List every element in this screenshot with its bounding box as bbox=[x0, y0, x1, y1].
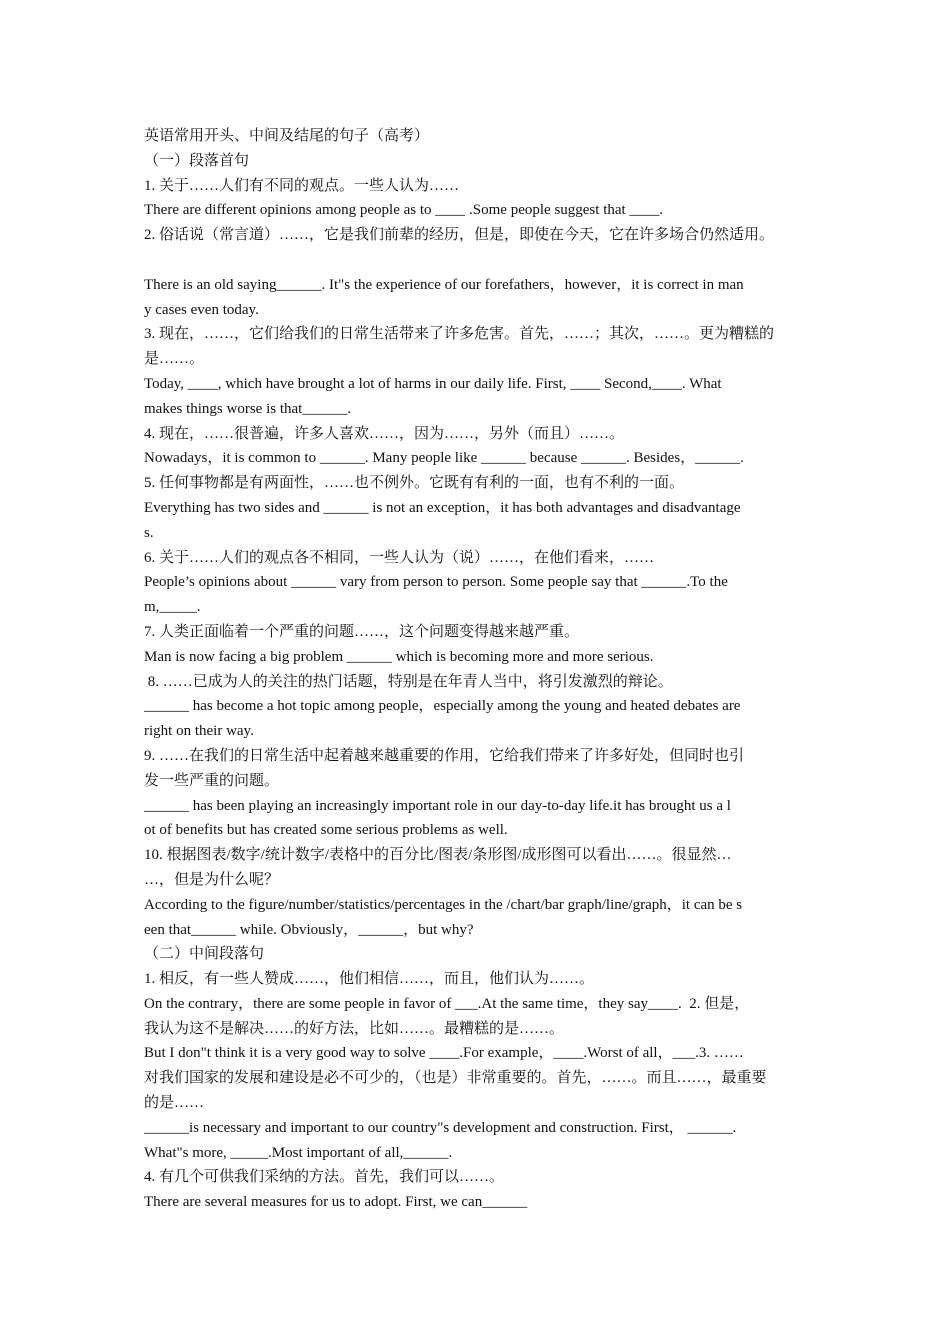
text-line: Man is now facing a big problem ______ which is becoming more and more serious. bbox=[144, 648, 654, 665]
text-line: What"s more, _____.Most important of all,______. bbox=[144, 1144, 453, 1161]
text-line: 1. 相反，有一些人赞成……，他们相信……，而且，他们认为……。 bbox=[144, 971, 595, 988]
text-line: 8. ……已成为人的关注的热门话题，特别是在年青人当中，将引发激烈的辩论。 bbox=[144, 673, 673, 690]
text-line: There are several measures for us to adopt. First, we can______ bbox=[144, 1194, 528, 1211]
text-line: ______is necessary and important to our country"s development and construction. First， ______. bbox=[144, 1119, 737, 1136]
text-line: m,_____. bbox=[144, 599, 201, 616]
text-line: een that______ while. Obviously，______，but why? bbox=[144, 921, 474, 938]
document-body bbox=[144, 124, 808, 1215]
text-line: 5. 任何事物都是有两面性，……也不例外。它既有有利的一面，也有不利的一面。 bbox=[144, 475, 685, 492]
text-line: ot of benefits but has created some serious problems as well. bbox=[144, 822, 508, 839]
text-line: 1. 关于……人们有不同的观点。一些人认为…… bbox=[144, 177, 460, 194]
text-line: y cases even today. bbox=[144, 301, 259, 318]
text-line: According to the figure/number/statistics/percentages in the /chart/bar graph/line/graph，it can be s bbox=[144, 896, 743, 913]
text-line: 是……。 bbox=[144, 351, 205, 368]
text-line: s. bbox=[144, 524, 154, 541]
text-line: 对我们国家的发展和建设是必不可少的，（也是）非常重要的。首先，……。而且……，最重要 bbox=[144, 1070, 767, 1087]
blank-line bbox=[144, 248, 808, 273]
text-line: 4. 现在，……很普遍，许多人喜欢……，因为……，另外（而且）……。 bbox=[144, 425, 625, 442]
text-line: 2. 俗话说（常言道）……，它是我们前辈的经历，但是，即使在今天，它在许多场合仍然适用。 bbox=[144, 227, 775, 244]
text-line: There are different opinions among people as to ____ .Some people suggest that ____. bbox=[144, 202, 664, 219]
text-line: 10. 根据图表/数字/统计数字/表格中的百分比/图表/条形图/成形图可以看出……。很显然… bbox=[144, 847, 732, 864]
text-line: On the contrary，there are some people in favor of ___.At the same time，they say____. 2. 但是， bbox=[144, 995, 750, 1012]
text-line: Nowadays，it is common to ______. Many people like ______ because ______. Besides，______. bbox=[144, 450, 744, 467]
section-heading: （一）段落首句 bbox=[144, 152, 250, 169]
text-line: 4. 有几个可供我们采纳的方法。首先，我们可以……。 bbox=[144, 1169, 505, 1186]
text-line: 的是…… bbox=[144, 1095, 205, 1112]
text-line: 7. 人类正面临着一个严重的问题……，这个问题变得越来越严重。 bbox=[144, 623, 580, 640]
document-title: 英语常用开头、中间及结尾的句子（高考） bbox=[144, 128, 430, 144]
text-line: Today, ____, which have brought a lot of harms in our daily life. First, ____ Second,____. What bbox=[144, 375, 722, 392]
text-line: There is an old saying______. It"s the experience of our forefathers，however，it is correct in man bbox=[144, 276, 744, 293]
text-line: But I don"t think it is a very good way to solve ____.For example，____.Worst of all，___.3. …… bbox=[144, 1045, 744, 1062]
text-line: …，但是为什么呢？ bbox=[144, 871, 280, 888]
text-line: 发一些严重的问题。 bbox=[144, 772, 280, 789]
text-line: ______ has been playing an increasingly important role in our day-to-day life.it has brought us a l bbox=[144, 797, 731, 814]
text-line: right on their way. bbox=[144, 723, 254, 740]
text-line: 我认为这不是解决……的好方法，比如……。最糟糕的是……。 bbox=[144, 1020, 565, 1037]
text-line: makes things worse is that______. bbox=[144, 400, 352, 417]
text-line: 3. 现在，……，它们给我们的日常生活带来了许多危害。首先，……；其次，……。更为糟糕的 bbox=[144, 326, 775, 343]
section-heading: （二）中间段落句 bbox=[144, 946, 265, 963]
text-line: People’s opinions about ______ vary from person to person. Some people say that ______.To the bbox=[144, 574, 728, 591]
text-line: ______ has become a hot topic among people，especially among the young and heated debates are bbox=[144, 698, 741, 715]
text-line: 6. 关于……人们的观点各不相同，一些人认为（说）……，在他们看来，…… bbox=[144, 549, 655, 566]
text-line: Everything has two sides and ______ is not an exception，it has both advantages and disadvantage bbox=[144, 499, 741, 516]
text-line: 9. ……在我们的日常生活中起着越来越重要的作用，它给我们带来了许多好处，但同时也引 bbox=[144, 747, 745, 764]
